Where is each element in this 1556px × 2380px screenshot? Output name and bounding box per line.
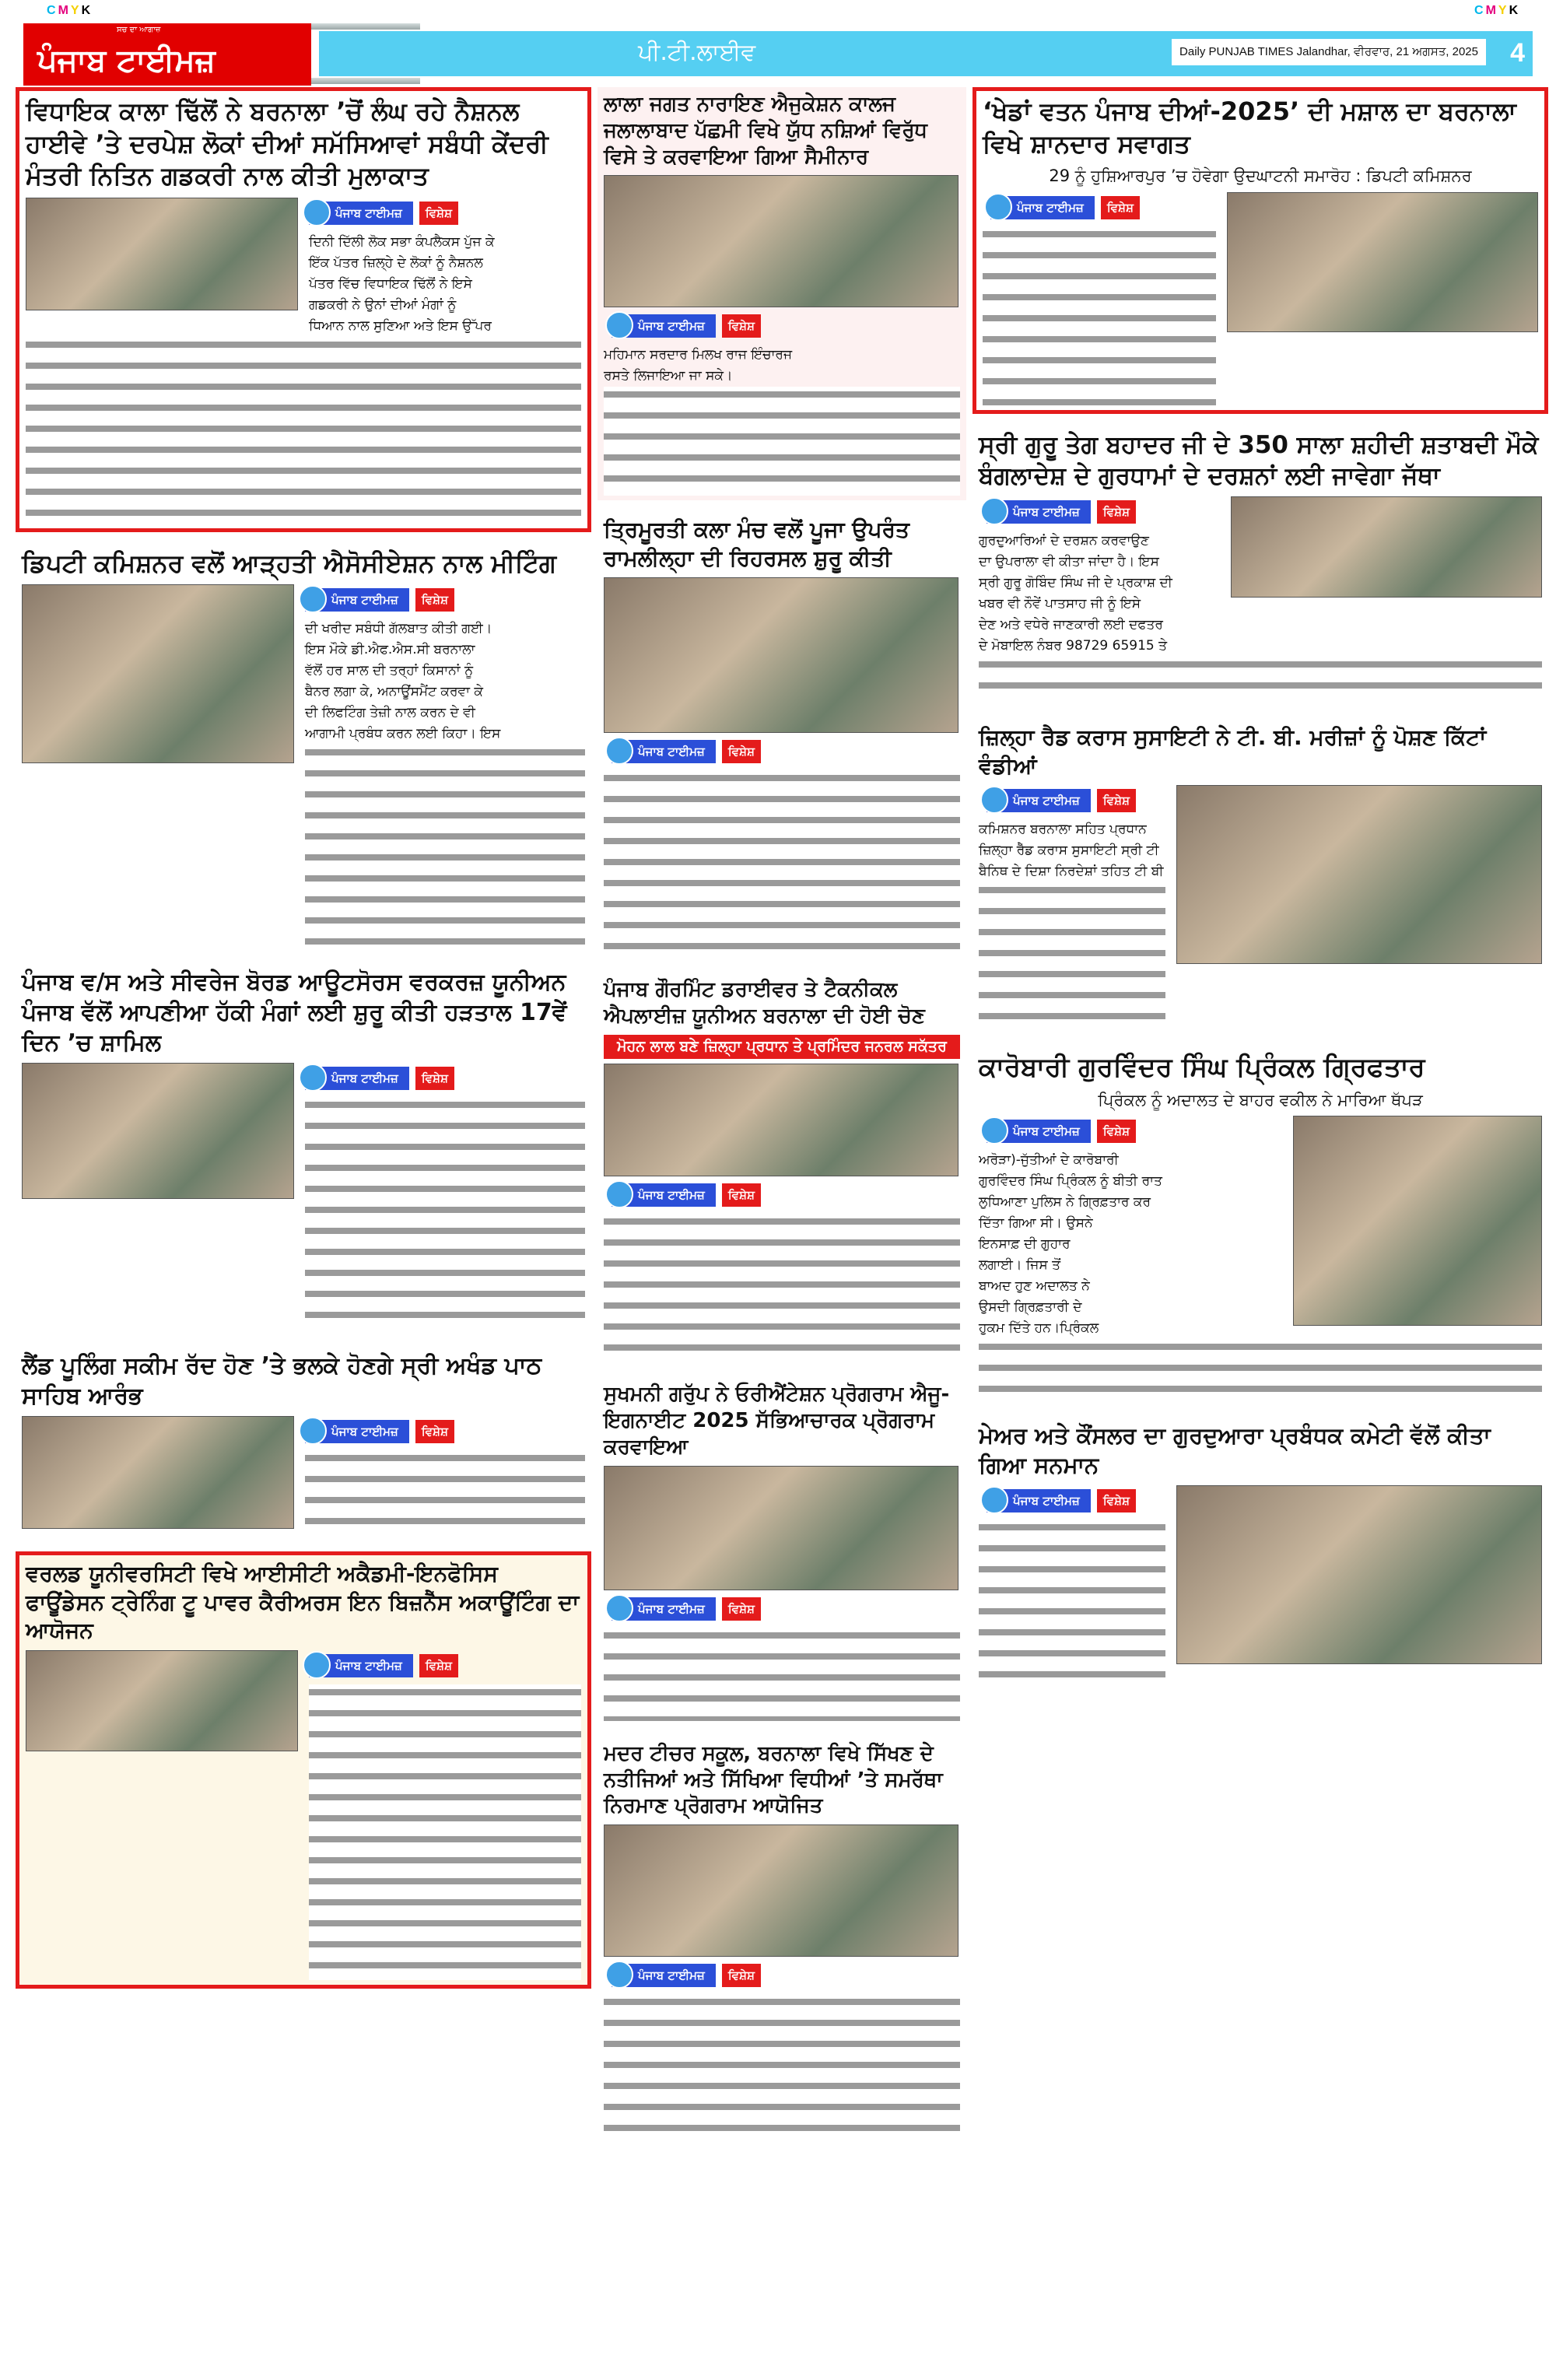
article-text-line: ਦੇਣ ਅਤੇ ਵਧੇਰੇ ਜਾਣਕਾਰੀ ਲਈ ਦਫਤਰ: [979, 617, 1163, 633]
news-photo[interactable]: [604, 1824, 958, 1957]
article-headline[interactable]: ਪੰਜਾਬ ਵ/ਸ ਅਤੇ ਸੀਵਰੇਜ ਬੋਰਡ ਆਊਟਸੋਰਸ ਵਰਕਰਜ਼ ਯੂਨੀਅਨ ਪੰਜਾਬ ਵੱਲੋਂ ਆਪਣੀਆ ਹੱਕੀ ਮੰਗਾਂ ਲਈ ਸ਼ੁਰੂ ਕੀਤੀ ਹੜਤਾਲ 17ਵੇਂ ਦਿਨ ’ਚ ਸ਼ਾਮਿਲ: [22, 969, 567, 1057]
article-body: [979, 1116, 1542, 1401]
article-dc-arhtiya-meeting: [16, 543, 591, 952]
article-body: [604, 577, 960, 957]
byline-badge: [305, 1419, 585, 1444]
article-sewerage-board-strike: [16, 962, 591, 1335]
badge-paper-name: ਪੰਜਾਬ ਟਾਈਮਜ਼: [305, 1067, 409, 1090]
article-text-line: ਹੁਕਮ ਦਿੱਤੇ ਹਨ।ਪ੍ਰਿੰਕਲ: [979, 1320, 1099, 1337]
article-body: [604, 1466, 960, 1721]
badge-paper-name: ਪੰਜਾਬ ਟਾਈਮਜ਼: [987, 1489, 1091, 1512]
article-headline[interactable]: ਮਦਰ ਟੀਚਰ ਸਕੂਲ, ਬਰਨਾਲਾ ਵਿਖੇ ਸਿੱਖਣ ਦੇ ਨਤੀਜਿਆਂ ਅਤੇ ਸਿੱਖਿਆ ਵਿਧੀਆਂ ’ਤੇ ਸਮਰੱਥਾ ਨਿਰਮਾਣ ਪ੍ਰੋਗਰਾਮ ਆਯੋਜਿਤ: [604, 1741, 943, 1818]
badge-paper-name: ਪੰਜਾਬ ਟਾਈਮਜ਼: [305, 1420, 409, 1443]
article-body-text: [979, 1339, 1542, 1401]
article-text-line: ਮਹਿਮਾਨ ਸਰਦਾਰ ਮਿਲਖ ਰਾਜ ਇੰਚਾਰਜ: [604, 347, 793, 363]
section-title: ਪੀ.ਟੀ.ਲਾਈਵ: [638, 39, 756, 66]
article-body: [22, 584, 585, 947]
byline-badge: [612, 314, 960, 338]
article-headline[interactable]: ਤ੍ਰਿਮੂਰਤੀ ਕਲਾ ਮੰਚ ਵਲੋਂ ਪੂਜਾ ਉਪਰੰਤ ਰਾਮਲੀਲ੍ਹਾ ਦੀ ਰਿਹਰਸਲ ਸ਼ੁਰੂ ਕੀਤੀ: [604, 517, 909, 571]
cmyk-registration-right: CMYK: [1474, 4, 1521, 17]
badge-special: ਵਿਸ਼ੇਸ਼: [1097, 1489, 1136, 1512]
column-left: [16, 87, 591, 1989]
article-subheadline: ਪ੍ਰਿੰਕਲ ਨੂੰ ਅਦਾਲਤ ਦੇ ਬਾਹਰ ਵਕੀਲ ਨੇ ਮਾਰਿਆ ਥੱਪੜ: [1098, 1091, 1423, 1110]
article-text-line: ਕਮਿਸ਼ਨਰ ਬਰਨਾਲਾ ਸਹਿਤ ਪ੍ਰਧਾਨ: [979, 821, 1147, 837]
badge-paper-name: ਪੰਜਾਬ ਟਾਈਮਜ਼: [612, 1597, 716, 1621]
article-body: [979, 785, 1542, 1030]
article-body-text: [979, 882, 1165, 1030]
article-body: [26, 198, 581, 524]
badge-paper-name: ਪੰਜਾਬ ਟਾਈਮਜ਼: [612, 740, 716, 763]
article-text-line: ਲਗਾਈ। ਜਿਸ ਤੋਂ: [979, 1257, 1061, 1274]
badge-special: ਵਿਸ਼ੇਸ਼: [722, 314, 761, 338]
article-text-line: ਖਬਰ ਵੀ ਨੌਵੇਂ ਪਾਤਸਾਹ ਜੀ ਨੂੰ ਇਸੇ: [979, 596, 1141, 612]
article-headline[interactable]: ਸ੍ਰੀ ਗੁਰੂ ਤੇਗ ਬਹਾਦਰ ਜੀ ਦੇ 350 ਸਾਲਾ ਸ਼ਹੀਦੀ ਸ਼ਤਾਬਦੀ ਮੌਕੇ ਬੰਗਲਾਦੇਸ਼ ਦੇ ਗੁਰਧਾਮਾਂ ਦੇ ਦਰਸ਼ਨਾਂ ਲਈ ਜਾਵੇਗਾ ਜੱਥਾ: [979, 430, 1539, 490]
article-headline[interactable]: ਪੰਜਾਬ ਗੌਰਮਿੰਟ ਡਰਾਈਵਰ ਤੇ ਟੈਕਨੀਕਲ ਐਪਲਾਈਜ਼ ਯੂਨੀਅਨ ਬਰਨਾਲਾ ਦੀ ਹੋਈ ਚੋਣ: [604, 978, 925, 1028]
news-photo[interactable]: [1231, 496, 1542, 598]
decorative-bar: [311, 23, 420, 30]
article-headline[interactable]: ਕਾਰੋਬਾਰੀ ਗੁਰਵਿੰਦਰ ਸਿੰਘ ਪ੍ਰਿੰਕਲ ਗ੍ਰਿਫਤਾਰ: [979, 1051, 1425, 1083]
badge-special: ਵਿਸ਼ੇਸ਼: [1097, 500, 1136, 524]
byline-badge: [990, 195, 1216, 220]
badge-special: ਵਿਸ਼ੇਸ਼: [419, 1654, 458, 1677]
badge-paper-name: ਪੰਜਾਬ ਟਾਈਮਜ਼: [612, 1964, 716, 1987]
news-photo[interactable]: [26, 198, 298, 310]
article-body: [604, 1824, 960, 2142]
news-photo[interactable]: [1176, 1485, 1542, 1664]
article-body-text: [305, 745, 585, 947]
badge-paper-name: ਪੰਜਾਬ ਟਾਈਮਜ਼: [612, 314, 716, 338]
badge-special: ਵਿਸ਼ੇਸ਼: [415, 1420, 454, 1443]
byline-badge: [612, 1597, 960, 1621]
badge-special: ਵਿਸ਼ੇਸ਼: [1101, 196, 1140, 219]
article-body-text: [604, 1628, 960, 1721]
article-text-line: ਵੱਲੋਂ ਹਰ ਸਾਲ ਦੀ ਤਰ੍ਹਾਂ ਕਿਸਾਨਾਂ ਨੂੰ: [305, 663, 473, 679]
article-body: [604, 1064, 960, 1362]
byline-badge: [987, 788, 1165, 813]
article-mayor-councillor-honour: [972, 1417, 1548, 1695]
article-text-line: ਦਿੱਤਾ ਗਿਆ ਸੀ। ਉਸਨੇ: [979, 1215, 1093, 1232]
article-body-text: [305, 1097, 585, 1330]
news-photo[interactable]: [604, 175, 958, 307]
article-text-line: ਪੱਤਰ ਵਿੱਚ ਵਿਧਾਇਕ ਢਿੱਲੋਂ ਨੇ ਇਸੇ: [309, 275, 472, 292]
article-lala-jagat-narain-seminar: [598, 87, 966, 500]
article-text-line: ਲੁਧਿਆਣਾ ਪੁਲਿਸ ਨੇ ਗ੍ਰਿਫ਼ਤਾਰ ਕਰ: [979, 1194, 1151, 1211]
article-text-line: ਅਰੋੜਾ)-ਜੁੱਤੀਆਂ ਦੇ ਕਾਰੋਬਾਰੀ: [979, 1152, 1119, 1169]
badge-paper-name: ਪੰਜਾਬ ਟਾਈਮਜ਼: [309, 202, 413, 225]
article-text-line: ਦੇ ਮੋਬਾਇਲ ਨੰਬਰ 98729 65915 ਤੇ: [979, 638, 1168, 654]
article-body-text: [604, 387, 960, 496]
article-text-line: ਗੁਰਦੁਆਰਿਆਂ ਦੇ ਦਰਸ਼ਨ ਕਰਵਾਉਣ: [979, 533, 1149, 549]
decorative-bar: [311, 78, 420, 84]
article-text-line: ਬੈਨਿਥ ਦੇ ਦਿਸ਼ਾ ਨਿਰਦੇਸ਼ਾਂ ਤਹਿਤ ਟੀ ਬੀ: [979, 863, 1164, 879]
article-mla-dhillon-gadkari: [16, 87, 591, 532]
dateline: Daily PUNJAB TIMES Jalandhar, ਵੀਰਵਾਰ, 21 ਅਗਸਤ, 2025: [1172, 39, 1486, 65]
article-text-line: ਗੁਰਵਿੰਦਰ ਸਿੰਘ ਪ੍ਰਿੰਕਲ ਨੂੰ ਬੀਤੀ ਰਾਤ: [979, 1173, 1162, 1190]
article-red-cross-tb-kits: [972, 719, 1548, 1035]
article-body-text: [26, 337, 581, 524]
byline-badge: [612, 1963, 960, 1988]
article-guru-tegh-bahadur-jatha: [972, 425, 1548, 709]
newspaper-logo: [23, 23, 311, 86]
byline-badge: [612, 739, 960, 764]
badge-special: ਵਿਸ਼ੇਸ਼: [722, 1597, 761, 1621]
article-body: [979, 1485, 1542, 1691]
article-text-line: ਇਨਸਾਫ਼ ਦੀ ਗੁਹਾਰ: [979, 1236, 1071, 1253]
article-text-line: ਦੀ ਖਰੀਦ ਸਬੰਧੀ ਗੱਲਬਾਤ ਕੀਤੀ ਗਈ।: [305, 621, 492, 637]
article-body: [22, 1063, 585, 1330]
badge-paper-name: ਪੰਜਾਬ ਟਾਈਮਜ਼: [305, 588, 409, 612]
article-headline[interactable]: ਲਾਲਾ ਜਗਤ ਨਾਰਾਇਣ ਐਜੁਕੇਸ਼ਨ ਕਾਲਜ ਜਲਾਲਾਬਾਦ ਪੱਛਮੀ ਵਿਖੇ ਯੁੱਧ ਨਸ਼ਿਆਂ ਵਿਰੁੱਧ ਵਿਸੇ ਤੇ ਕਰਵਾਇਆ ਗਿਆ ਸੈਮੀਨਾਰ: [604, 93, 927, 169]
article-text-line: ਬਾਅਦ ਹੁਣ ਅਦਾਲਤ ਨੇ: [979, 1278, 1090, 1295]
article-sukhmani-edu-ignite: [598, 1377, 966, 1725]
article-text-line: ਦਿਨੀ ਦਿੱਲੀ ਲੋਕ ਸਭਾ ਕੰਪਲੈਕਸ ਪੁੱਜ ਕੇ: [309, 233, 495, 250]
byline-badge: [612, 1183, 960, 1208]
badge-special: ਵਿਸ਼ੇਸ਼: [415, 588, 454, 612]
byline-badge: [309, 1653, 581, 1678]
article-body-text: [983, 226, 1216, 405]
news-photo[interactable]: [22, 584, 294, 763]
news-photo[interactable]: [1227, 192, 1538, 332]
article-text-line: ਧਿਆਨ ਨਾਲ ਸੁਣਿਆ ਅਤੇ ਇਸ ਉੱਪਰ: [309, 317, 492, 334]
byline-badge: [987, 1488, 1165, 1513]
badge-special: ਵਿਸ਼ੇਸ਼: [722, 740, 761, 763]
article-world-university-icit: [16, 1551, 591, 1988]
article-text-line: ਗਡਕਰੀ ਨੇ ਉਨਾਂ ਦੀਆਂ ਮੰਗਾਂ ਨੂੰ: [309, 296, 457, 313]
article-headline[interactable]: ਮੇਅਰ ਅਤੇ ਕੌਂਸਲਰ ਦਾ ਗੁਰਦੁਆਰਾ ਪ੍ਰਬੰਧਕ ਕਮੇਟੀ ਵੱਲੋਂ ਕੀਤਾ ਗਿਆ ਸਨਮਾਨ: [979, 1422, 1491, 1479]
article-mother-teacher-school: [598, 1737, 966, 2147]
byline-badge: [305, 587, 585, 612]
news-photo[interactable]: [1176, 785, 1542, 964]
article-text-line: ਦੀ ਲਿਫਟਿੰਗ ਤੇਜ਼ੀ ਨਾਲ ਕਰਨ ਦੇ ਵੀ: [305, 705, 475, 721]
article-body: [22, 1416, 585, 1536]
byline-badge: [309, 201, 581, 226]
article-text-line: ਰਸਤੇ ਲਿਜਾਇਆ ਜਾ ਸਕੇ।: [604, 368, 733, 384]
news-photo[interactable]: [604, 1064, 958, 1176]
badge-special: ਵਿਸ਼ੇਸ਼: [1097, 789, 1136, 812]
news-photo[interactable]: [604, 577, 958, 733]
article-body: [983, 192, 1538, 405]
article-body: [26, 1650, 581, 1980]
badge-special: ਵਿਸ਼ੇਸ਼: [722, 1964, 761, 1987]
article-body-text: [305, 1450, 585, 1536]
byline-badge: [987, 499, 1220, 524]
article-headline[interactable]: ਵਰਲਡ ਯੂਨੀਵਰਸਿਟੀ ਵਿਖੇ ਆਈਸੀਟੀ ਅਕੈਡਮੀ-ਇਨਫੋਸਿਸ ਫਾਊਂਡੇਸਨ ਟ੍ਰੇਨਿੰਗ ਟੂ ਪਾਵਰ ਕੈਰੀਅਰਸ ਇਨ ਬਿਜ਼ਨੈੱਸ ਅਕਾਊਂਟਿੰਗ ਦਾ ਆਯੋਜਨ: [26, 1561, 580, 1644]
badge-paper-name: ਪੰਜਾਬ ਟਾਈਮਜ਼: [309, 1654, 413, 1677]
article-land-pooling-path: [16, 1346, 591, 1541]
article-khedan-watan-punjab-torch: [972, 87, 1548, 414]
badge-paper-name: ਪੰਜਾਬ ਟਾਈਮਜ਼: [987, 1120, 1091, 1143]
badge-special: ਵਿਸ਼ੇਸ਼: [419, 202, 458, 225]
article-headline[interactable]: ਵਿਧਾਇਕ ਕਾਲਾ ਢਿੱਲੋਂ ਨੇ ਬਰਨਾਲਾ ’ਚੋਂ ਲੰਘ ਰਹੇ ਨੈਸ਼ਨਲ ਹਾਈਵੇ ’ਤੇ ਦਰਪੇਸ਼ ਲੋਕਾਂ ਦੀਆਂ ਸਮੱਸਿਆਵਾਂ ਸਬੰਧੀ ਕੇਂਦਰੀ ਮੰਤਰੀ ਨਿਤਿਨ ਗਡਕਰੀ ਨਾਲ ਕੀਤੀ ਮੁਲਾਕਾਤ: [26, 96, 548, 191]
article-headline[interactable]: ਸੁਖਮਨੀ ਗਰੁੱਪ ਨੇ ਓਰੀਐਂਟੇਸ਼ਨ ਪ੍ਰੋਗਰਾਮ ਐਜੂ-ਇਗਨਾਈਟ 2025 ਸੱਭਿਆਚਾਰਕ ਪ੍ਰੋਗਰਾਮ ਕਰਵਾਇਆ: [604, 1383, 950, 1459]
article-highlight-strip: ਮੋਹਨ ਲਾਲ ਬਣੇ ਜ਼ਿਲ੍ਹਾ ਪ੍ਰਧਾਨ ਤੇ ਪ੍ਰਮਿੰਦਰ ਜਨਰਲ ਸਕੱਤਰ: [604, 1035, 960, 1060]
article-trimurti-ramleela: [598, 511, 966, 962]
badge-paper-name: ਪੰਜਾਬ ਟਾਈਮਜ਼: [612, 1183, 716, 1207]
article-text-line: ਜ਼ਿਲ੍ਹਾ ਰੈੱਡ ਕਰਾਸ ਸੁਸਾਇਟੀ ਸ੍ਰੀ ਟੀ: [979, 842, 1159, 858]
badge-paper-name: ਪੰਜਾਬ ਟਾਈਮਜ਼: [987, 789, 1091, 812]
news-photo[interactable]: [22, 1416, 294, 1529]
badge-paper-name: ਪੰਜਾਬ ਟਾਈਮਜ਼: [990, 196, 1095, 219]
article-pinkal-arrested: [972, 1046, 1548, 1407]
article-body: [979, 496, 1542, 703]
article-body-text: [979, 657, 1542, 703]
article-subheadline: 29 ਨੂੰ ਹੁਸ਼ਿਆਰਪੁਰ ’ਚ ਹੋਵੇਗਾ ਉਦਘਾਟਨੀ ਸਮਾਰੋਹ : ਡਿਪਟੀ ਕਮਿਸ਼ਨਰ: [1049, 166, 1472, 186]
article-text-line: ਬੈਨਰ ਲਗਾ ਕੇ, ਅਨਾਊਂਸਮੈਂਟ ਕਰਵਾ ਕੇ: [305, 684, 484, 700]
article-drivers-union-election: [598, 973, 966, 1366]
article-text-line: ਆਗਾਮੀ ਪ੍ਰਬੰਧ ਕਰਨ ਲਈ ਕਿਹਾ। ਇਸ: [305, 726, 501, 742]
news-photo[interactable]: [1293, 1116, 1542, 1326]
badge-special: ਵਿਸ਼ੇਸ਼: [722, 1183, 761, 1207]
badge-paper-name: ਪੰਜਾਬ ਟਾਈਮਜ਼: [987, 500, 1091, 524]
article-headline[interactable]: ‘ਖੇਡਾਂ ਵਤਨ ਪੰਜਾਬ ਦੀਆਂ-2025’ ਦੀ ਮਸ਼ਾਲ ਦਾ ਬਰਨਾਲਾ ਵਿਖੇ ਸ਼ਾਨਦਾਰ ਸਵਾਗਤ: [983, 96, 1516, 159]
badge-special: ਵਿਸ਼ੇਸ਼: [415, 1067, 454, 1090]
article-body: [604, 175, 960, 496]
article-body-text: [604, 770, 960, 957]
article-headline[interactable]: ਲੈਂਡ ਪੂਲਿੰਗ ਸਕੀਮ ਰੱਦ ਹੋਣ ’ਤੇ ਭਲਕੇ ਹੋਣਗੇ ਸ੍ਰੀ ਅਖੰਡ ਪਾਠ ਸਾਹਿਬ ਆਰੰਭ: [22, 1352, 542, 1411]
logo-tagline: ਸਚ ਦਾ ਆਗਾਜ਼: [117, 26, 161, 34]
article-headline[interactable]: ਡਿਪਟੀ ਕਮਿਸ਼ਨਰ ਵਲੋਂ ਆੜ੍ਹਤੀ ਐਸੋਸੀਏਸ਼ਨ ਨਾਲ ਮੀਟਿੰਗ: [22, 548, 557, 578]
article-text-line: ਉਸਦੀ ਗ੍ਰਿਫ਼ਤਾਰੀ ਦੇ: [979, 1299, 1082, 1316]
byline-badge: [305, 1066, 585, 1091]
article-body-text: [604, 1994, 960, 2142]
page-number: 4: [1510, 38, 1525, 68]
news-photo[interactable]: [26, 1650, 298, 1751]
article-body-text: [979, 1519, 1165, 1691]
article-text-line: ਇੱਕ ਪੱਤਰ ਜ਼ਿਲ੍ਹੇ ਦੇ ਲੋਕਾਂ ਨੂੰ ਨੈਸ਼ਨਲ: [309, 254, 483, 271]
article-body-text: [309, 1684, 581, 1980]
byline-badge: [987, 1119, 1282, 1144]
article-text-line: ਦਾ ਉਪਰਾਲਾ ਵੀ ਕੀਤਾ ਜਾਂਦਾ ਹੈ। ਇਸ: [979, 554, 1159, 570]
column-middle: [598, 87, 966, 2147]
news-photo[interactable]: [22, 1063, 294, 1199]
news-photo[interactable]: [604, 1466, 958, 1590]
cmyk-registration-left: CMYK: [47, 4, 93, 17]
article-body-text: [604, 1214, 960, 1362]
column-right: [972, 87, 1548, 1695]
logo-text: ਪੰਜਾਬ ਟਾਈਮਜ਼: [37, 43, 216, 79]
badge-special: ਵਿਸ਼ੇਸ਼: [1097, 1120, 1136, 1143]
article-headline[interactable]: ਜ਼ਿਲ੍ਹਾ ਰੈਡ ਕਰਾਸ ਸੁਸਾਇਟੀ ਨੇ ਟੀ. ਬੀ. ਮਰੀਜ਼ਾਂ ਨੂੰ ਪੋਸ਼ਣ ਕਿੱਟਾਂ ਵੰਡੀਆਂ: [979, 724, 1487, 779]
article-text-line: ਇਸ ਮੌਕੇ ਡੀ.ਐਫ.ਐਸ.ਸੀ ਬਰਨਾਲਾ: [305, 642, 475, 658]
article-text-line: ਸ੍ਰੀ ਗੁਰੂ ਗੋਬਿੰਦ ਸਿੰਘ ਜੀ ਦੇ ਪ੍ਰਕਾਸ਼ ਦੀ: [979, 575, 1172, 591]
